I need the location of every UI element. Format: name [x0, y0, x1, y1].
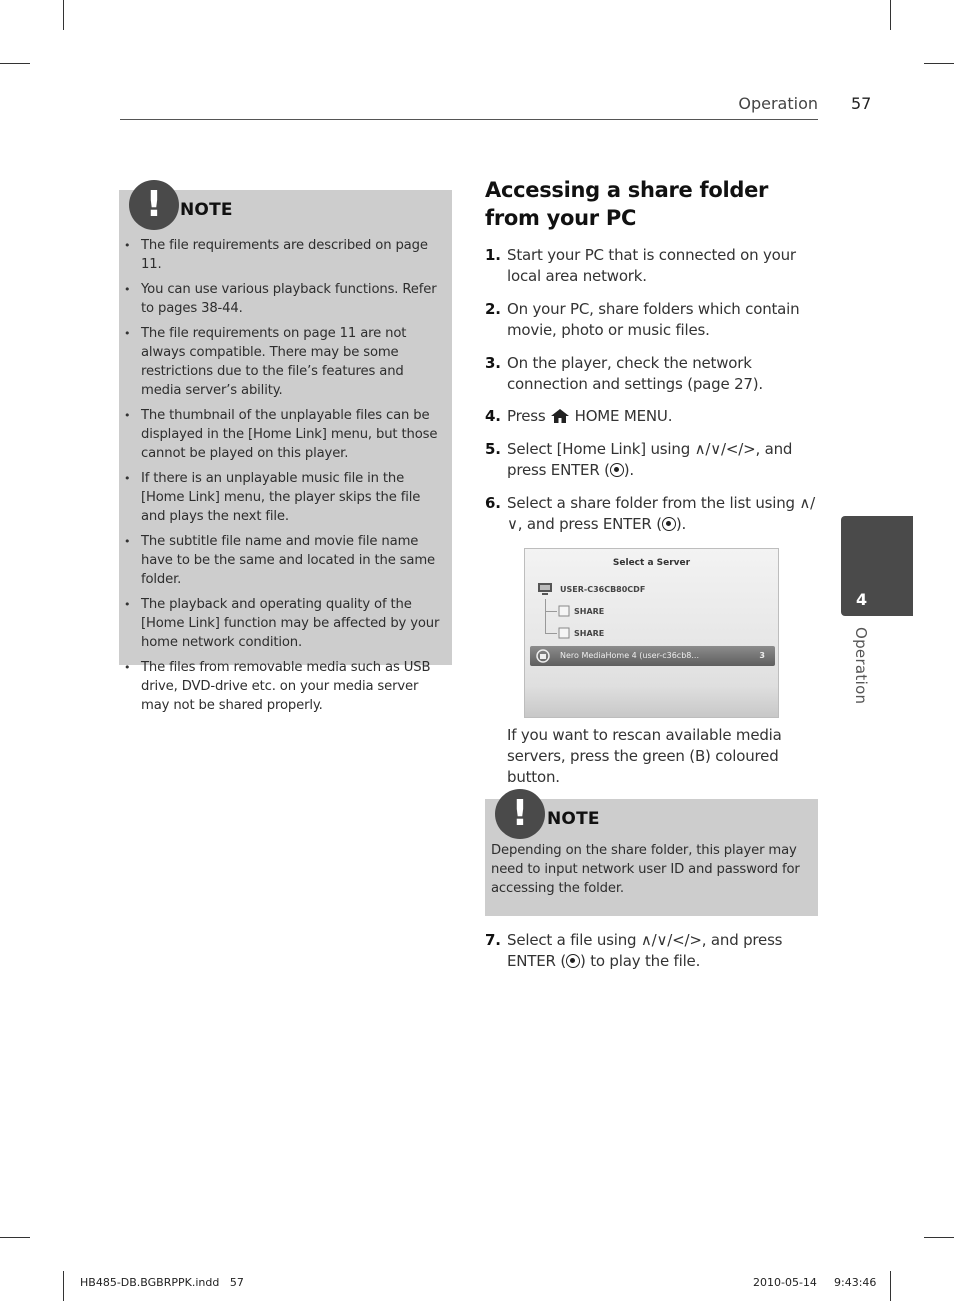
- chapter-tab: [841, 516, 913, 616]
- computer-icon: [537, 582, 553, 596]
- server-select-screenshot: [524, 548, 779, 718]
- folder-icon: [558, 605, 570, 617]
- step-text: On the player, check the network connection and settings (page 27).: [507, 354, 763, 393]
- step-number: 7.: [485, 931, 501, 949]
- enter-icon: [566, 954, 580, 968]
- page-number: 57: [851, 94, 872, 113]
- enter-icon: [610, 463, 624, 477]
- left-note-box: [119, 184, 452, 713]
- tree-line: [545, 599, 546, 633]
- footer-date: 2010-05-14: [753, 1276, 817, 1289]
- section-title: Accessing a share folder from your PC: [485, 178, 769, 230]
- step-text: Select a share folder from the list using ∧/∨, and press ENTER (: [507, 494, 816, 533]
- step-1: [485, 245, 825, 287]
- server-name: USER-C36CB80CDF: [560, 585, 646, 594]
- step-number: 6.: [485, 494, 501, 512]
- crop-mark: [924, 63, 954, 64]
- step-5: [485, 439, 825, 481]
- step-text: ).: [675, 515, 687, 533]
- tree-line: [545, 611, 557, 612]
- step-2: [485, 299, 825, 341]
- note-text: Depending on the share folder, this player may need to input network user ID and password for accessing the folder.: [491, 843, 800, 896]
- chapter-number: 4: [856, 590, 868, 609]
- step-text: ) to play the file.: [579, 952, 701, 970]
- network-server-icon: [536, 649, 550, 663]
- step-3: [485, 353, 825, 395]
- running-header-section: Operation: [738, 94, 818, 113]
- home-icon: [550, 408, 570, 424]
- step-number: 4.: [485, 407, 501, 425]
- header-rule: [120, 119, 818, 120]
- step-4: [485, 406, 825, 427]
- crop-mark: [890, 0, 891, 30]
- step-text: Press: [507, 407, 551, 425]
- list-item: • The thumbnail of the unplayable files can be displayed in the [Home Link] menu, but those cannot be played on this player.: [119, 406, 452, 463]
- selected-server-count: 3: [759, 651, 765, 660]
- selected-server-row[interactable]: [530, 646, 775, 666]
- note-list: [119, 236, 452, 721]
- list-item: • The file requirements are described on page 11.: [119, 236, 452, 274]
- screenshot-footer: [525, 687, 778, 717]
- enter-icon: [662, 517, 676, 531]
- screenshot-title: Select a Server: [612, 558, 691, 568]
- crop-mark: [0, 63, 30, 64]
- folder-icon: [558, 627, 570, 639]
- list-item: • The subtitle file name and movie file name have to be the same and located in the same folder.: [119, 532, 452, 589]
- selected-server-name: Nero MediaHome 4 (user-c36cb8...: [560, 651, 700, 660]
- crop-mark: [924, 1237, 954, 1238]
- exclamation-icon: !: [495, 789, 545, 839]
- list-item: • The file requirements on page 11 are not always compatible. There may be some restrictions due to the file’s features and media server’s ability.: [119, 324, 452, 400]
- step-7: [485, 930, 825, 972]
- crop-mark: [890, 1271, 891, 1301]
- list-item: • You can use various playback functions. Refer to pages 38-44.: [119, 280, 452, 318]
- right-note-box: [485, 793, 818, 916]
- step-number: 1.: [485, 246, 501, 264]
- step-text: ).: [623, 461, 635, 479]
- share-folder: SHARE: [574, 629, 605, 638]
- list-item: • If there is an unplayable music file in the [Home Link] menu, the player skips the file and plays the next file.: [119, 469, 452, 526]
- tree-line: [545, 633, 557, 634]
- list-item: • The playback and operating quality of the [Home Link] function may be affected by your home network condition.: [119, 595, 452, 652]
- exclamation-icon: !: [129, 180, 179, 230]
- step-text: On your PC, share folders which contain movie, photo or music files.: [507, 300, 800, 339]
- step-number: 2.: [485, 300, 501, 318]
- step-text: Select [Home Link] using ∧/∨/</>, and press ENTER (: [507, 440, 793, 479]
- rescan-text: If you want to rescan available media servers, press the green (B) coloured button.: [507, 726, 782, 786]
- note-title: NOTE: [547, 809, 600, 829]
- step-number: 5.: [485, 440, 501, 458]
- step-text: Start your PC that is connected on your local area network.: [507, 246, 796, 285]
- footer-filename: HB485-DB.BGBRPPK.indd 57: [80, 1276, 244, 1289]
- step-number: 3.: [485, 354, 501, 372]
- list-item: • The files from removable media such as USB drive, DVD-drive etc. on your media server may not be shared properly.: [119, 658, 452, 715]
- step-text: HOME MENU.: [570, 407, 673, 425]
- footer-time: 9:43:46: [834, 1276, 877, 1289]
- note-title: NOTE: [180, 200, 233, 220]
- share-folder: SHARE: [574, 607, 605, 616]
- crop-mark: [63, 0, 64, 30]
- step-text: Select a file using ∧/∨/</>, and press ENTER (: [507, 931, 783, 970]
- crop-mark: [63, 1271, 64, 1301]
- step-6: [485, 493, 825, 535]
- chapter-label: Operation: [852, 627, 870, 705]
- crop-mark: [0, 1237, 30, 1238]
